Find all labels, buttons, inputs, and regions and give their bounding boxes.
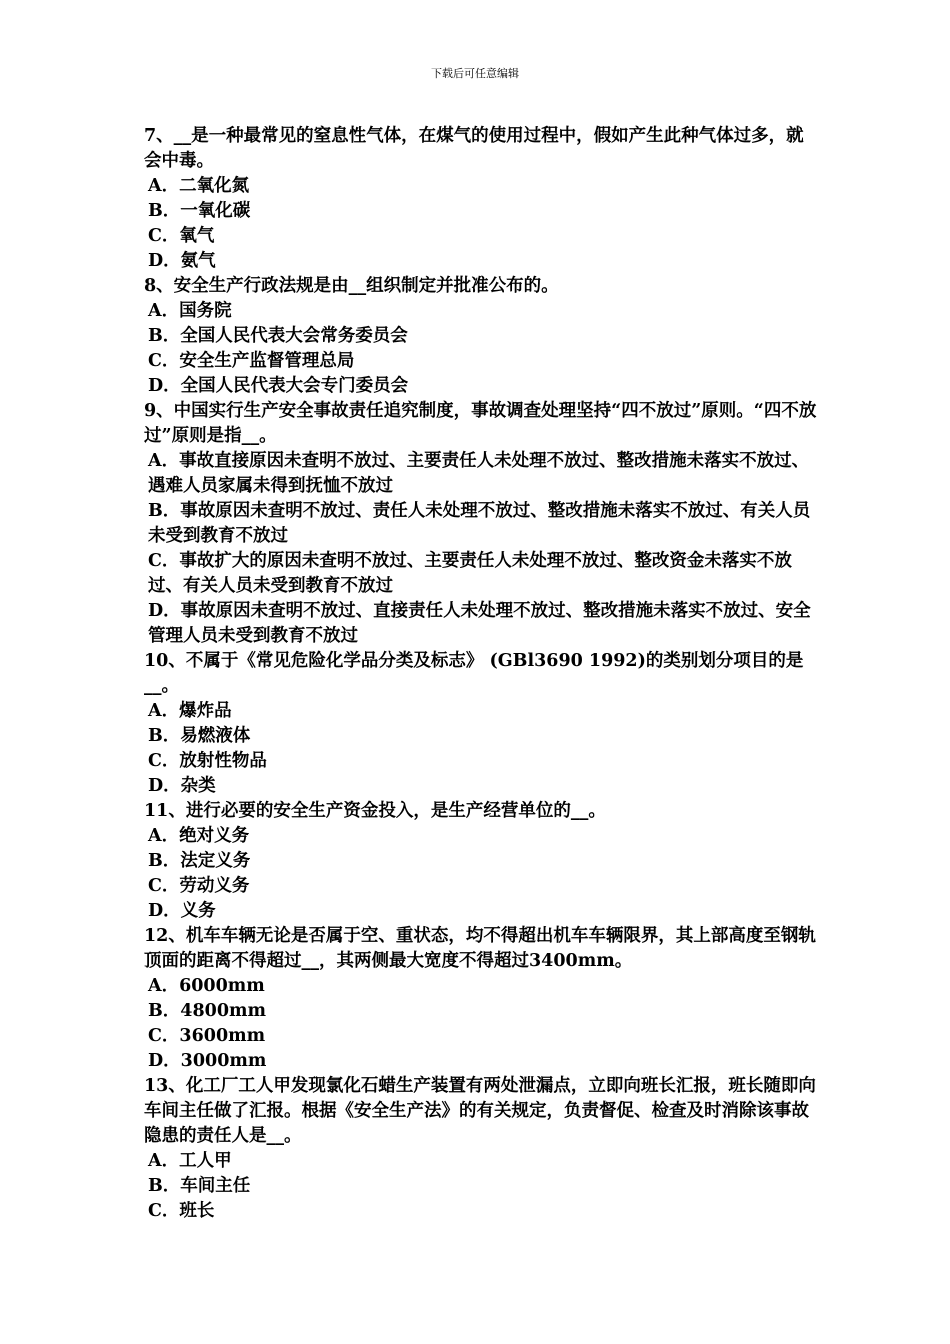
- option-d: D．杂类: [148, 776, 216, 796]
- question-9: [144, 399, 820, 649]
- question-stem: 9、中国实行生产安全事故责任追究制度，事故调查处理坚持“四不放过”原则。“四不放过”原则是指__。: [144, 401, 817, 446]
- question-list: [144, 124, 820, 1224]
- question-stem: 7、__是一种最常见的窒息性气体，在煤气的使用过程中，假如产生此种气体过多，就会中毒。: [144, 126, 804, 171]
- option-d: D．全国人民代表大会专门委员会: [148, 376, 409, 396]
- option-b: B．全国人民代表大会常务委员会: [148, 326, 408, 346]
- option-d: D．3000mm: [148, 1051, 267, 1071]
- question-stem: 8、安全生产行政法规是由__组织制定并批准公布的。: [144, 276, 559, 296]
- option-a: A．爆炸品: [148, 701, 232, 721]
- option-b: B．一氧化碳: [148, 201, 251, 221]
- question-12: [144, 924, 820, 1074]
- option-b: B．车间主任: [148, 1176, 251, 1196]
- option-a: A．事故直接原因未查明不放过、主要责任人未处理不放过、整改措施未落实不放过、遇难人员家属未得到抚恤不放过: [148, 451, 810, 496]
- question-stem: 13、化工厂工人甲发现氯化石蜡生产装置有两处泄漏点，立即向班长汇报，班长随即向车间主任做了汇报。根据《安全生产法》的有关规定，负责督促、检查及时消除该事故隐患的责任人是__。: [144, 1076, 816, 1146]
- option-d: D．义务: [148, 901, 216, 921]
- option-a: A．绝对义务: [148, 826, 250, 846]
- question-11: [144, 799, 820, 924]
- option-b: B．事故原因未查明不放过、责任人未处理不放过、整改措施未落实不放过、有关人员未受到教育不放过: [148, 501, 811, 546]
- page-header: 下载后可任意编辑: [431, 67, 519, 80]
- option-b: B．易燃液体: [148, 726, 251, 746]
- option-d: D．氨气: [148, 251, 216, 271]
- option-c: C．氧气: [148, 226, 215, 246]
- option-d: D．事故原因未查明不放过、直接责任人未处理不放过、整改措施未落实不放过、安全管理人员未受到教育不放过: [148, 601, 811, 646]
- option-a: A．国务院: [148, 301, 232, 321]
- question-7: [144, 124, 820, 274]
- option-a: A．二氧化氮: [148, 176, 250, 196]
- option-c: C．安全生产监督管理总局: [148, 351, 355, 371]
- option-b: B．4800mm: [148, 1001, 267, 1021]
- option-c: C．劳动义务: [148, 876, 250, 896]
- question-stem: 11、进行必要的安全生产资金投入，是生产经营单位的__。: [144, 801, 606, 821]
- question-stem: 10、不属于《常见危险化学品分类及标志》 (GBl3690 1992)的类别划分项目的是__。: [144, 651, 804, 696]
- question-13: [144, 1074, 820, 1224]
- option-a: A．6000mm: [148, 976, 265, 996]
- option-c: C．事故扩大的原因未查明不放过、主要责任人未处理不放过、整改资金未落实不放过、有关人员未受到教育不放过: [148, 551, 792, 596]
- option-c: C．放射性物品: [148, 751, 267, 771]
- option-b: B．法定义务: [148, 851, 251, 871]
- question-8: [144, 274, 820, 399]
- question-10: [144, 649, 820, 799]
- option-c: C．3600mm: [148, 1026, 266, 1046]
- option-a: A．工人甲: [148, 1151, 232, 1171]
- option-c: C．班长: [148, 1201, 215, 1221]
- question-stem: 12、机车车辆无论是否属于空、重状态，均不得超出机车车辆限界，其上部高度至钢轨顶面的距离不得超过__，其两侧最大宽度不得超过3400mm。: [144, 926, 816, 971]
